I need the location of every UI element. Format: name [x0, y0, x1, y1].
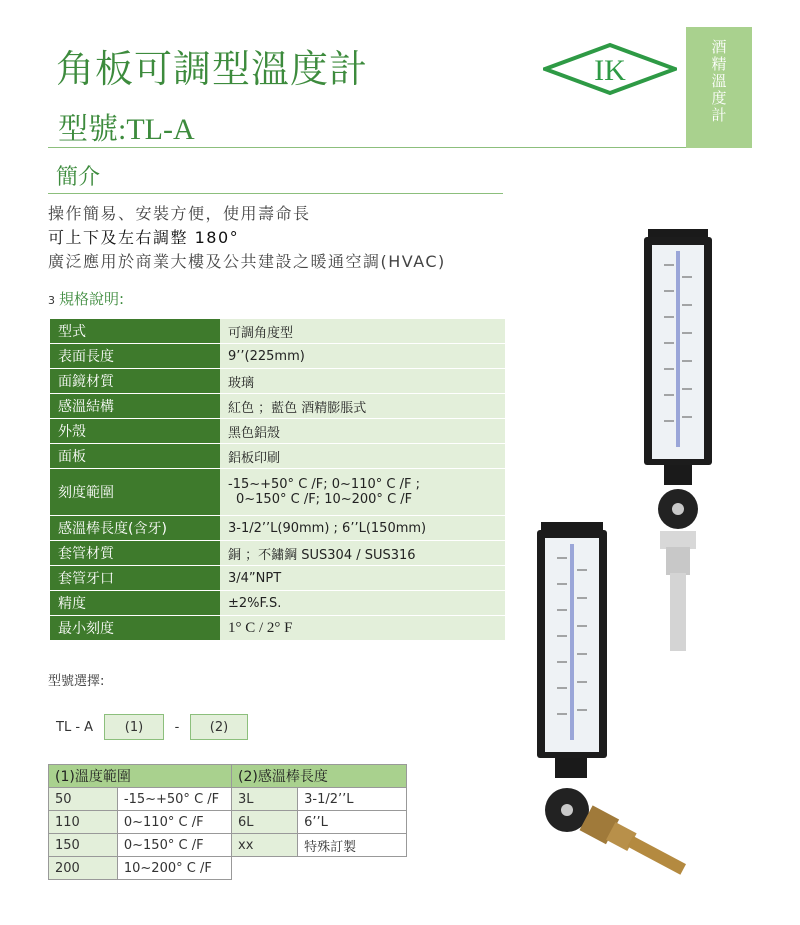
spec-key: 面鏡材質: [50, 369, 220, 394]
spec-key: 面板: [50, 444, 220, 469]
table-row: [50, 319, 505, 344]
spec-value: 紅色 ；藍色 酒精膨脹式: [220, 394, 505, 419]
option-code: 6L: [232, 811, 298, 834]
table-row: [49, 857, 407, 880]
table-row: [49, 765, 407, 788]
table-row: [49, 811, 407, 834]
logo-text: IK: [594, 54, 626, 87]
spec-key: 型式: [50, 319, 220, 344]
option-code: 50: [49, 788, 118, 811]
table-row: [50, 444, 505, 469]
spec-key: 感溫結構: [50, 394, 220, 419]
divider: [48, 193, 503, 194]
spec-key: 套管牙口: [50, 566, 220, 591]
table-row: [49, 834, 407, 857]
spec-value: 鋁板印刷: [220, 444, 505, 469]
spec-value: 黑色鋁殼: [220, 419, 505, 444]
option-table: [48, 764, 407, 880]
spec-value: ±2%F.S.: [220, 591, 505, 616]
intro-line: 可上下及左右調整 180°: [48, 228, 240, 247]
option-range: -15~+50° C /F: [117, 788, 231, 811]
spec-value: 9’’(225mm): [220, 344, 505, 369]
table-row: [50, 591, 505, 616]
table-row: [50, 394, 505, 419]
option-length: 6’’L: [298, 811, 407, 834]
option-range: 0~110° C /F: [117, 811, 231, 834]
model-number: 型號:TL-A: [58, 113, 195, 146]
spec-value: [220, 469, 505, 516]
intro-line: 操作簡易、安裝方便，使用壽命長: [48, 204, 311, 223]
spec-value-line: -15~+50° C /F; 0~110° C /F ;: [228, 477, 420, 492]
side-tab-char: 溫: [711, 72, 727, 90]
option-range: 10~200° C /F: [117, 857, 231, 880]
option-code: xx: [232, 834, 298, 857]
option-header: (1)溫度範圍: [49, 765, 232, 788]
option-code: 3L: [232, 788, 298, 811]
thermometer-photo-brass: [535, 518, 705, 888]
option-length: 特殊訂製: [298, 834, 407, 857]
model-prefix: TL - A: [56, 719, 94, 735]
table-row: [50, 566, 505, 591]
model-code-row: [56, 714, 248, 740]
spec-value: 玻璃: [220, 369, 505, 394]
spec-key: 表面長度: [50, 344, 220, 369]
spec-key: 感溫棒長度(含牙): [50, 516, 220, 541]
intro-line: 廣泛應用於商業大樓及公共建設之暖通空調(HVAC): [48, 252, 446, 271]
spec-number: 3: [48, 294, 55, 307]
table-row: [50, 516, 505, 541]
spec-key: 刻度範圍: [50, 469, 220, 516]
divider: [48, 147, 688, 148]
table-row: [49, 788, 407, 811]
option-code: 150: [49, 834, 118, 857]
ik-logo: [543, 42, 677, 96]
spec-value-line: 0~150° C /F; 10~200° C /F: [236, 492, 413, 507]
table-row: [50, 344, 505, 369]
option-header: (2)感溫棒長度: [232, 765, 407, 788]
table-row: [50, 369, 505, 394]
side-tab-char: 計: [711, 106, 727, 124]
spec-key: 精度: [50, 591, 220, 616]
side-tab-char: 酒: [711, 38, 727, 56]
spec-value: 1° C / 2° F: [220, 616, 505, 641]
side-tab-char: 精: [711, 55, 727, 73]
table-row: [50, 469, 505, 516]
table-row: [50, 616, 505, 641]
spec-value: 銅 ；不鏽鋼 SUS304 / SUS316: [220, 541, 505, 566]
option-code: 200: [49, 857, 118, 880]
page-title: 角板可調型溫度計: [56, 47, 369, 91]
category-tab: [686, 27, 752, 148]
spec-key: 外殼: [50, 419, 220, 444]
spec-key: 最小刻度: [50, 616, 220, 641]
spec-heading-text: 規格說明:: [59, 290, 125, 308]
stem-length-box: (2): [190, 714, 248, 740]
table-row: [50, 541, 505, 566]
spec-value: 可調角度型: [220, 319, 505, 344]
spec-value: 3-1/2’’L(90mm) ; 6’’L(150mm): [220, 516, 505, 541]
side-tab-char: 度: [711, 89, 727, 107]
option-range: 0~150° C /F: [117, 834, 231, 857]
spec-key: 套管材質: [50, 541, 220, 566]
code-dash: -: [174, 719, 180, 735]
option-code: 110: [49, 811, 118, 834]
option-length: 3-1/2’’L: [298, 788, 407, 811]
spec-value: 3/4”NPT: [220, 566, 505, 591]
intro-heading: 簡介: [56, 165, 101, 190]
spec-heading: [48, 288, 124, 309]
selection-heading: 型號選擇:: [48, 674, 105, 689]
temp-range-box: (1): [104, 714, 164, 740]
table-row: [50, 419, 505, 444]
spec-table: [50, 319, 505, 641]
